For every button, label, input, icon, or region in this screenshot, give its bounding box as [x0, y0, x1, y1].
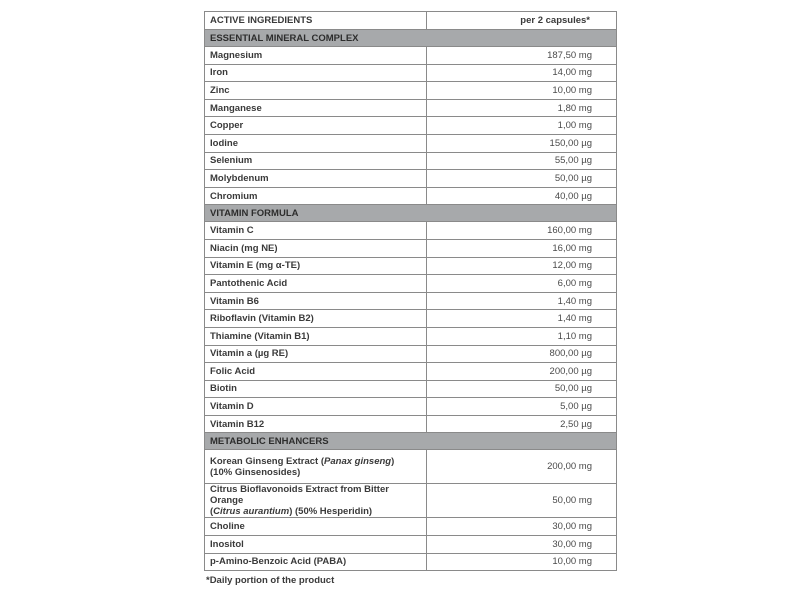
ingredient-name: Choline: [205, 518, 427, 536]
table-row: [205, 415, 617, 433]
footnote: *Daily portion of the product: [206, 575, 335, 587]
header-ingredients: ACTIVE INGREDIENTS: [205, 12, 427, 30]
ingredient-name: [205, 484, 427, 518]
ingredient-name: Manganese: [205, 99, 427, 117]
nutrition-facts-document: [204, 11, 616, 586]
ingredient-value: 6,00 mg: [427, 275, 617, 293]
ingredient-value: 1,00 mg: [427, 117, 617, 135]
section-row-vitamins: [205, 205, 617, 222]
ingredient-name: Vitamin C: [205, 222, 427, 240]
ingredient-name-line2: [210, 506, 372, 517]
ingredient-name: Vitamin a (µg RE): [205, 345, 427, 363]
ingredient-name: Molybdenum: [205, 170, 427, 188]
ingredient-name: Vitamin B6: [205, 292, 427, 310]
ingredient-name: Magnesium: [205, 47, 427, 65]
table-row: [205, 518, 617, 536]
ingredient-name-line1: [210, 456, 394, 467]
ingredients-table: [204, 11, 617, 571]
ingredient-value: 50,00 µg: [427, 170, 617, 188]
latin-name: Citrus aurantium: [213, 506, 290, 518]
ingredient-value: 14,00 mg: [427, 64, 617, 82]
ingredient-value: 10,00 mg: [427, 553, 617, 571]
ingredient-value: 2,50 µg: [427, 415, 617, 433]
ingredient-value: 50,00 mg: [427, 484, 617, 518]
table-row: [205, 134, 617, 152]
ingredient-name: Vitamin E (mg α-TE): [205, 257, 427, 275]
table-row: [205, 152, 617, 170]
ingredient-name: Pantothenic Acid: [205, 275, 427, 293]
ingredient-value: 1,40 mg: [427, 310, 617, 328]
table-row: [205, 239, 617, 257]
table-row: [205, 398, 617, 416]
table-row: [205, 222, 617, 240]
table-row: [205, 327, 617, 345]
table-row: [205, 553, 617, 571]
ingredient-value: 12,00 mg: [427, 257, 617, 275]
table-row: [205, 363, 617, 381]
name-text: Korean Ginseng Extract (: [210, 455, 325, 467]
section-row-minerals: [205, 30, 617, 47]
ingredient-value: 200,00 µg: [427, 363, 617, 381]
name-text: (: [210, 506, 214, 518]
table-row: [205, 484, 617, 518]
ingredient-name: Copper: [205, 117, 427, 135]
ingredient-name: Vitamin D: [205, 398, 427, 416]
table-row: [205, 292, 617, 310]
ingredient-value: 187,50 mg: [427, 47, 617, 65]
name-text: ): [391, 455, 395, 467]
table-row: [205, 345, 617, 363]
table-row: [205, 117, 617, 135]
section-title: ESSENTIAL MINERAL COMPLEX: [205, 30, 617, 47]
ingredient-value: 1,40 mg: [427, 292, 617, 310]
section-title: VITAMIN FORMULA: [205, 205, 617, 222]
ingredient-name-line1: Citrus Bioflavonoids Extract from Bitter Orange: [210, 484, 389, 507]
ingredient-value: 1,80 mg: [427, 99, 617, 117]
ingredient-value: 800,00 µg: [427, 345, 617, 363]
table-header-row: [205, 12, 617, 30]
ingredient-value: 5,00 µg: [427, 398, 617, 416]
ingredient-value: 30,00 mg: [427, 536, 617, 554]
section-title: METABOLIC ENHANCERS: [205, 433, 617, 450]
ingredient-name: Iron: [205, 64, 427, 82]
ingredient-name: p-Amino-Benzoic Acid (PABA): [205, 553, 427, 571]
header-per-serving: per 2 capsules*: [427, 12, 617, 30]
name-text: ) (50% Hesperidin): [289, 506, 373, 518]
ingredient-name-line2: (10% Ginsenosides): [210, 466, 301, 478]
ingredient-value: 30,00 mg: [427, 518, 617, 536]
ingredient-name: Zinc: [205, 82, 427, 100]
table-row: [205, 82, 617, 100]
table-row: [205, 99, 617, 117]
ingredient-value: 50,00 µg: [427, 380, 617, 398]
table-row: [205, 275, 617, 293]
table-row: [205, 257, 617, 275]
ingredient-name: Niacin (mg NE): [205, 239, 427, 257]
table-row: [205, 536, 617, 554]
ingredient-value: 150,00 µg: [427, 134, 617, 152]
table-row: [205, 380, 617, 398]
ingredient-value: 16,00 mg: [427, 239, 617, 257]
table-row: [205, 47, 617, 65]
ingredient-value: 1,10 mg: [427, 327, 617, 345]
latin-name: Panax ginseng: [324, 455, 392, 467]
table-row: [205, 310, 617, 328]
ingredient-value: 200,00 mg: [427, 450, 617, 484]
table-row: [205, 450, 617, 484]
ingredient-value: 160,00 mg: [427, 222, 617, 240]
ingredient-name: [205, 450, 427, 484]
ingredient-name: Folic Acid: [205, 363, 427, 381]
table-row: [205, 170, 617, 188]
ingredient-value: 40,00 µg: [427, 187, 617, 205]
table-row: [205, 187, 617, 205]
ingredient-name: Thiamine (Vitamin B1): [205, 327, 427, 345]
ingredient-name: Vitamin B12: [205, 415, 427, 433]
ingredient-name: Inositol: [205, 536, 427, 554]
ingredient-value: 10,00 mg: [427, 82, 617, 100]
ingredient-name: Riboflavin (Vitamin B2): [205, 310, 427, 328]
table-row: [205, 64, 617, 82]
section-row-enhancers: [205, 433, 617, 450]
ingredient-name: Biotin: [205, 380, 427, 398]
ingredient-name: Iodine: [205, 134, 427, 152]
ingredient-name: Selenium: [205, 152, 427, 170]
ingredient-name: Chromium: [205, 187, 427, 205]
ingredient-value: 55,00 µg: [427, 152, 617, 170]
